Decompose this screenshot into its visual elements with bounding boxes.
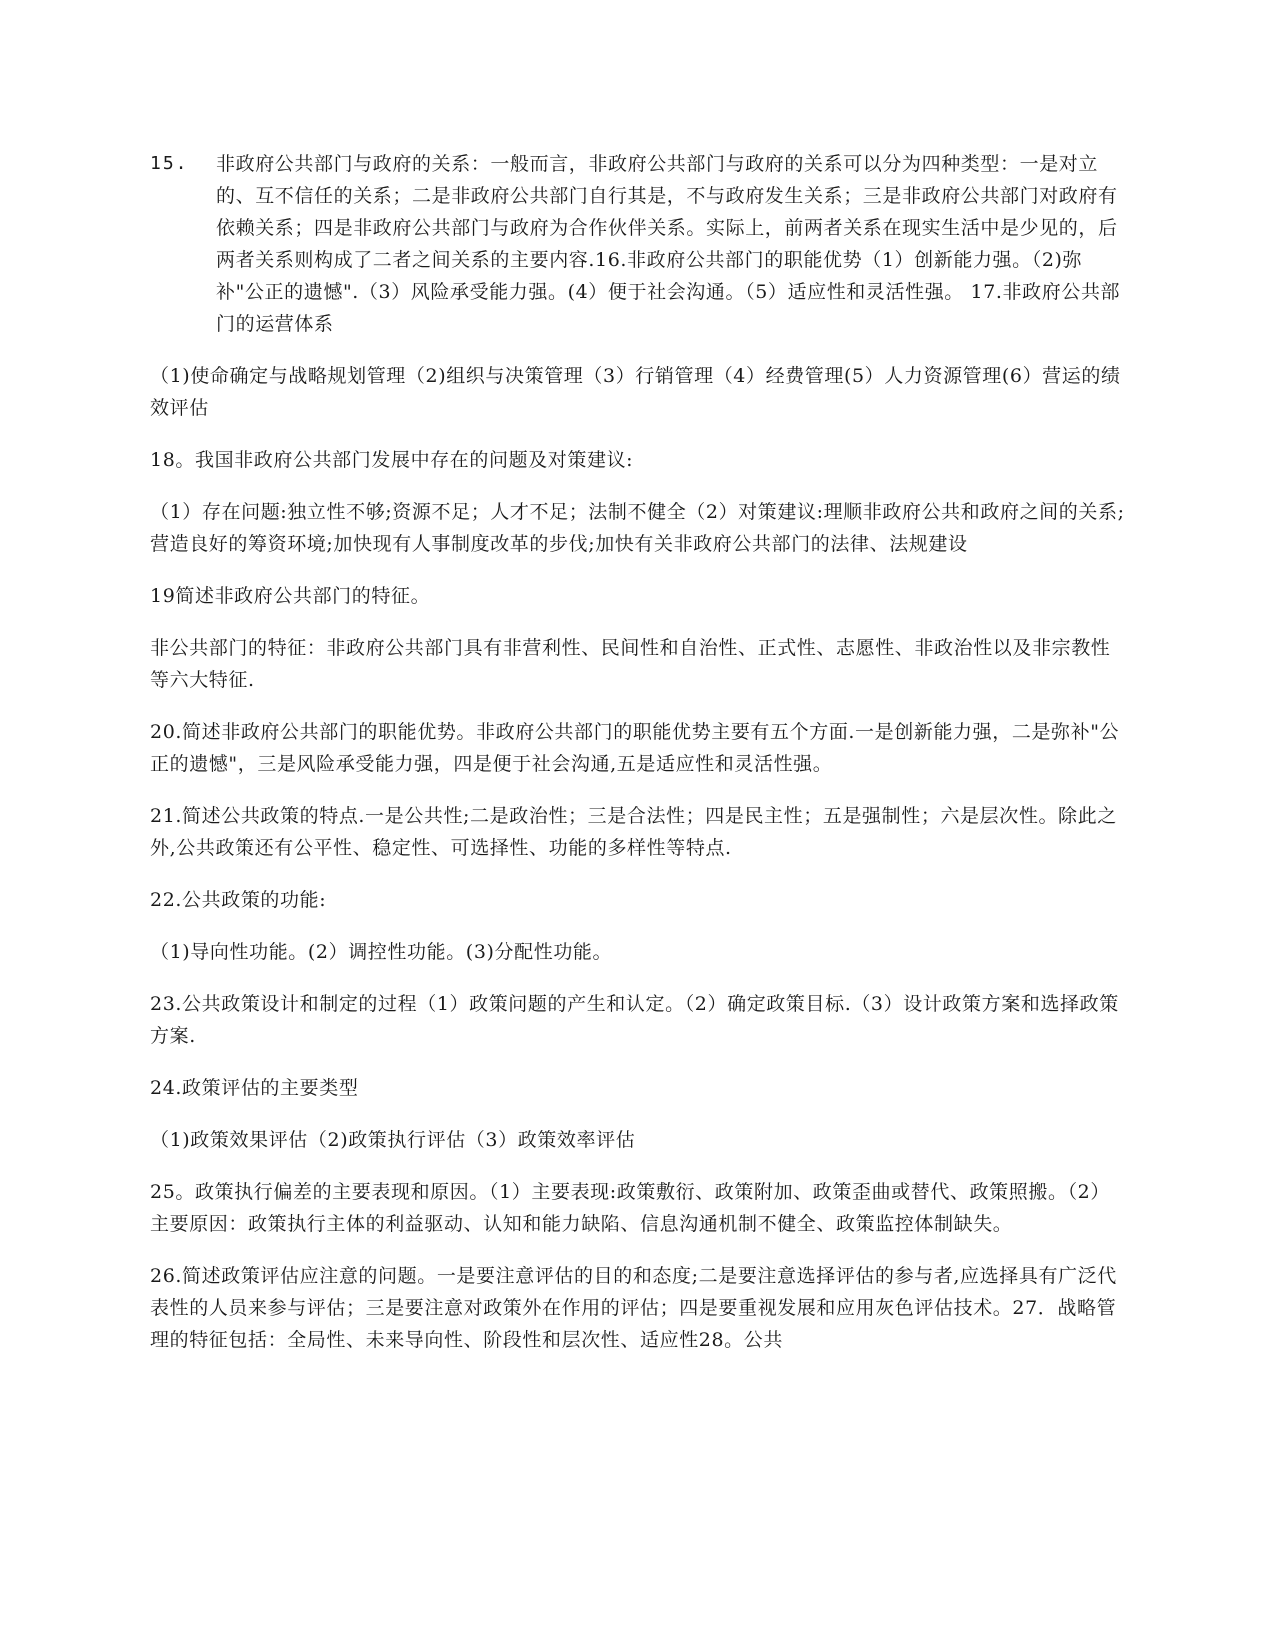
- paragraph-operating-system-list: （1)使命确定与战略规划管理（2)组织与决策管理（3）行销管理（4）经费管理(5）人力资源管理(6）营运的绩效评估: [150, 365, 1121, 419]
- item-number: 15.: [150, 153, 189, 174]
- paragraph-24-heading: 24.政策评估的主要类型: [150, 1077, 359, 1099]
- paragraph-18-body: （1）存在问题:独立性不够;资源不足；人才不足；法制不健全（2）对策建议:理顺非政府公共和政府之间的关系;营造良好的筹资环境;加快现有人事制度改革的步伐;加快有关非政府公共部门的法律、法规建设: [150, 501, 1125, 555]
- list-item-15: [150, 148, 1125, 340]
- paragraph-24-body: （1)政策效果评估（2)政策执行评估（3）政策效率评估: [150, 1129, 636, 1151]
- paragraph-25: 25。政策执行偏差的主要表现和原因。（1）主要表现:政策敷衍、政策附加、政策歪曲或替代、政策照搬。（2）主要原因：政策执行主体的利益驱动、认知和能力缺陷、信息沟通机制不健全、政策监控体制缺失。: [150, 1181, 1110, 1235]
- paragraph-26: 26.简述政策评估应注意的问题。一是要注意评估的目的和态度;二是要注意选择评估的参与者,应选择具有广泛代表性的人员来参与评估；三是要注意对政策外在作用的评估；四是要重视发展和应用灰色评估技术。27．战略管理的特征包括：全局性、未来导向性、阶段性和层次性、适应性28。公共: [150, 1265, 1117, 1351]
- paragraph-23: 23.公共政策设计和制定的过程（1）政策问题的产生和认定。（2）确定政策目标.（3）设计政策方案和选择政策方案.: [150, 993, 1119, 1047]
- item-text: 非政府公共部门与政府的关系：一般而言，非政府公共部门与政府的关系可以分为四种类型：一是对立的、互不信任的关系；二是非政府公共部门自行其是，不与政府发生关系；三是非政府公共部门对政府有依赖关系；四是非政府公共部门与政府为合作伙伴关系。实际上，前两者关系在现实生活中是少见的，后两者关系则构成了二者之间关系的主要内容.16.非政府公共部门的职能优势（1）创新能力强。（2)弥补"公正的遗憾".（3）风险承受能力强。(4）便于社会沟通。（5）适应性和灵活性强。 17.非政府公共部门的运营体系: [216, 153, 1121, 335]
- paragraph-21: 21.简述公共政策的特点.一是公共性;二是政治性；三是合法性；四是民主性；五是强制性；六是层次性。除此之外,公共政策还有公平性、稳定性、可选择性、功能的多样性等特点.: [150, 805, 1117, 859]
- document-page: [150, 148, 1125, 1376]
- paragraph-18-heading: 18。我国非政府公共部门发展中存在的问题及对策建议:: [150, 449, 634, 471]
- paragraph-22-body: （1)导向性功能。(2）调控性功能。(3)分配性功能。: [150, 941, 613, 963]
- paragraph-20: 20.简述非政府公共部门的职能优势。非政府公共部门的职能优势主要有五个方面.一是创新能力强，二是弥补"公正的遗憾"，三是风险承受能力强，四是便于社会沟通,五是适应性和灵活性强。: [150, 721, 1120, 775]
- paragraph-22-heading: 22.公共政策的功能:: [150, 889, 327, 911]
- paragraph-19-heading: 19简述非政府公共部门的特征。: [150, 585, 431, 607]
- paragraph-19-body: 非公共部门的特征：非政府公共部门具有非营利性、民间性和自治性、正式性、志愿性、非政治性以及非宗教性等六大特征.: [150, 637, 1111, 691]
